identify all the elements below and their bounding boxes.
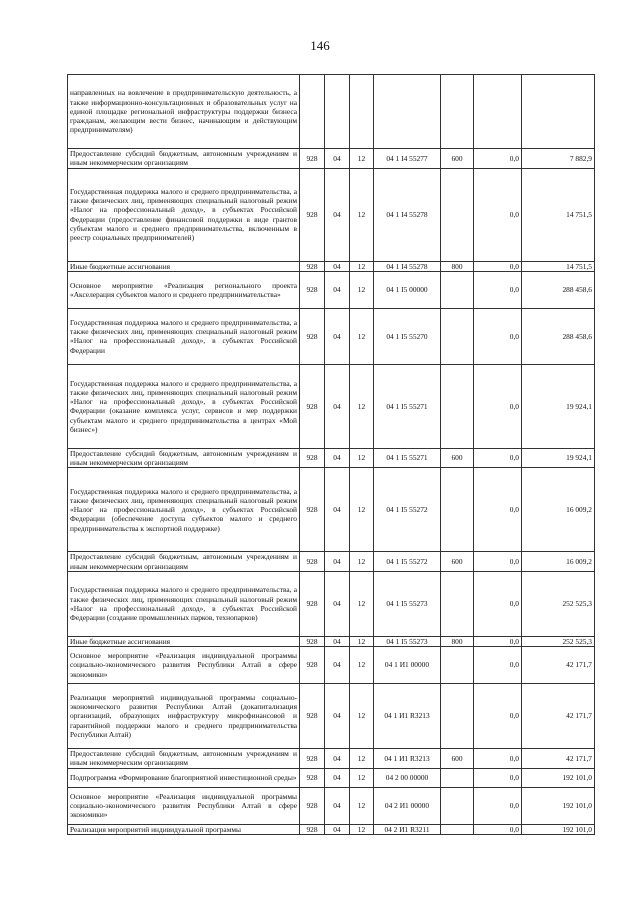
cell-amount-2: 192 101,0 <box>522 787 595 824</box>
cell-amount-1: 0,0 <box>474 647 522 684</box>
row-description: Государственная поддержка малого и среднего предпринимательства, а также физических лиц, применяющих специальный налоговый режим «Налог на профессиональный доход», в субъектах Российской Федерации (обеспечение доступа субъектов малого и среднего предпринимательства к экспортной поддержке) <box>68 468 300 552</box>
cell-expense-type <box>441 787 474 824</box>
cell-subsection: 12 <box>350 636 374 646</box>
cell-section: 04 <box>325 571 350 636</box>
table-row <box>68 552 595 572</box>
cell-subsection: 12 <box>350 448 374 468</box>
cell-subsection: 12 <box>350 749 374 769</box>
row-description: направленных на вовлечение в предпринимательскую деятельность, а также информационно-консультационных и образовательных услуг на единой площадке региональной инфраструктуры поддержки бизнеса гражданам, желающим вести бизнес, начинающим и действующим предпринимателям) <box>68 75 300 149</box>
row-description: Государственная поддержка малого и среднего предпринимательства, а также физических лиц, применяющих специальный налоговый режим «Налог на профессиональный доход», в субъектах Российской Федерации (оказание комплекса услуг, сервисов и мер поддержки субъектам малого и среднего предпринимательства в центрах «Мой бизнес») <box>68 364 300 448</box>
cell-amount-1 <box>474 75 522 149</box>
table-row <box>68 636 595 646</box>
cell-subsection: 12 <box>350 168 374 261</box>
cell-grbs: 928 <box>300 168 325 261</box>
cell-grbs: 928 <box>300 647 325 684</box>
table-row <box>68 75 595 149</box>
cell-grbs: 928 <box>300 149 325 169</box>
row-description: Предоставление субсидий бюджетным, автономным учреждениям и иным некоммерческим организациям <box>68 448 300 468</box>
cell-amount-1: 0,0 <box>474 552 522 572</box>
table-row <box>68 168 595 261</box>
cell-section: 04 <box>325 552 350 572</box>
cell-grbs: 928 <box>300 787 325 824</box>
cell-section: 04 <box>325 271 350 308</box>
cell-expense-type: 600 <box>441 552 474 572</box>
row-description: Предоставление субсидий бюджетным, автономным учреждениям и иным некоммерческим организациям <box>68 749 300 769</box>
cell-subsection: 12 <box>350 647 374 684</box>
row-description: Реализация мероприятий индивидуальной программы <box>68 824 300 834</box>
cell-grbs: 928 <box>300 271 325 308</box>
page-number: 146 <box>310 38 330 53</box>
cell-amount-2: 288 458,6 <box>522 308 595 364</box>
cell-target-article: 04 1 I5 55271 <box>374 364 441 448</box>
cell-subsection: 12 <box>350 308 374 364</box>
table-row <box>68 571 595 636</box>
row-description: Иные бюджетные ассигнования <box>68 261 300 271</box>
cell-amount-1: 0,0 <box>474 636 522 646</box>
cell-section: 04 <box>325 636 350 646</box>
cell-amount-2: 16 009,2 <box>522 468 595 552</box>
cell-amount-1: 0,0 <box>474 149 522 169</box>
cell-amount-1: 0,0 <box>474 768 522 787</box>
cell-expense-type: 800 <box>441 636 474 646</box>
row-description: Предоставление субсидий бюджетным, автономным учреждениям и иным некоммерческим организациям <box>68 149 300 169</box>
cell-grbs: 928 <box>300 768 325 787</box>
table-row <box>68 647 595 684</box>
cell-section: 04 <box>325 448 350 468</box>
cell-expense-type <box>441 768 474 787</box>
cell-amount-1: 0,0 <box>474 571 522 636</box>
cell-section: 04 <box>325 149 350 169</box>
table-row <box>68 448 595 468</box>
cell-expense-type: 600 <box>441 448 474 468</box>
cell-target-article: 04 1 И1 R3213 <box>374 749 441 769</box>
cell-section: 04 <box>325 168 350 261</box>
cell-target-article: 04 1 И1 00000 <box>374 647 441 684</box>
cell-section: 04 <box>325 364 350 448</box>
cell-grbs: 928 <box>300 261 325 271</box>
table-row <box>68 824 595 834</box>
row-description: Основное мероприятие «Реализация регионального проекта «Акселерация субъектов малого и среднего предпринимательства» <box>68 271 300 308</box>
table-row <box>68 768 595 787</box>
cell-subsection: 12 <box>350 149 374 169</box>
cell-amount-2: 14 751,5 <box>522 168 595 261</box>
table-row <box>68 271 595 308</box>
table-row <box>68 749 595 769</box>
row-description: Реализация мероприятий индивидуальной программы социально-экономического развития Республики Алтай (докапитализация организаций, образующих инфраструктуру микрофинансовой и гарантийной поддержки малого и среднего предпринимательства Республики Алтай) <box>68 684 300 749</box>
cell-section: 04 <box>325 308 350 364</box>
cell-amount-2: 192 101,0 <box>522 768 595 787</box>
cell-target-article: 04 1 I4 55278 <box>374 261 441 271</box>
cell-expense-type <box>441 684 474 749</box>
cell-subsection: 12 <box>350 787 374 824</box>
cell-amount-2: 19 924,1 <box>522 448 595 468</box>
cell-section: 04 <box>325 647 350 684</box>
cell-amount-2 <box>522 75 595 149</box>
cell-amount-2: 19 924,1 <box>522 364 595 448</box>
budget-table <box>67 74 595 835</box>
table-row <box>68 261 595 271</box>
cell-grbs: 928 <box>300 552 325 572</box>
cell-subsection: 12 <box>350 571 374 636</box>
table-row <box>68 364 595 448</box>
cell-amount-2: 16 009,2 <box>522 552 595 572</box>
cell-amount-2: 42 171,7 <box>522 749 595 769</box>
cell-grbs: 928 <box>300 571 325 636</box>
cell-target-article: 04 1 I4 55277 <box>374 149 441 169</box>
cell-amount-2: 192 101,0 <box>522 824 595 834</box>
row-description: Государственная поддержка малого и среднего предпринимательства, а также физических лиц, применяющих специальный налоговый режим «Налог на профессиональный доход», в субъектах Российской Федерации (создание промышленных парков, технопарков) <box>68 571 300 636</box>
cell-subsection: 12 <box>350 364 374 448</box>
cell-grbs: 928 <box>300 448 325 468</box>
cell-target-article: 04 2 И1 00000 <box>374 787 441 824</box>
cell-amount-2: 7 882,9 <box>522 149 595 169</box>
table-row <box>68 149 595 169</box>
cell-target-article: 04 1 I4 55278 <box>374 168 441 261</box>
cell-expense-type <box>441 168 474 261</box>
cell-target-article: 04 1 I5 55270 <box>374 308 441 364</box>
row-description: Основное мероприятие «Реализация индивидуальной программы социально-экономического развития Республики Алтай в сфере экономики» <box>68 647 300 684</box>
cell-subsection: 12 <box>350 271 374 308</box>
cell-grbs: 928 <box>300 364 325 448</box>
cell-grbs: 928 <box>300 468 325 552</box>
cell-target-article: 04 2 00 00000 <box>374 768 441 787</box>
cell-amount-1: 0,0 <box>474 168 522 261</box>
table-row <box>68 787 595 824</box>
cell-amount-1: 0,0 <box>474 448 522 468</box>
cell-amount-1: 0,0 <box>474 684 522 749</box>
cell-section: 04 <box>325 261 350 271</box>
cell-amount-2: 252 525,3 <box>522 571 595 636</box>
cell-grbs: 928 <box>300 636 325 646</box>
cell-section: 04 <box>325 787 350 824</box>
cell-expense-type <box>441 75 474 149</box>
cell-target-article: 04 1 I5 55273 <box>374 571 441 636</box>
cell-amount-1: 0,0 <box>474 308 522 364</box>
cell-expense-type: 600 <box>441 149 474 169</box>
cell-amount-2: 42 171,7 <box>522 684 595 749</box>
cell-amount-2: 252 525,3 <box>522 636 595 646</box>
cell-amount-1: 0,0 <box>474 824 522 834</box>
cell-subsection: 12 <box>350 468 374 552</box>
table-row <box>68 468 595 552</box>
cell-expense-type <box>441 364 474 448</box>
cell-amount-1: 0,0 <box>474 271 522 308</box>
cell-amount-2: 42 171,7 <box>522 647 595 684</box>
cell-section: 04 <box>325 824 350 834</box>
cell-subsection: 12 <box>350 261 374 271</box>
cell-amount-1: 0,0 <box>474 787 522 824</box>
cell-expense-type <box>441 308 474 364</box>
cell-amount-1: 0,0 <box>474 364 522 448</box>
cell-section: 04 <box>325 749 350 769</box>
cell-expense-type <box>441 271 474 308</box>
cell-target-article: 04 1 I5 00000 <box>374 271 441 308</box>
table-row <box>68 684 595 749</box>
cell-grbs: 928 <box>300 824 325 834</box>
cell-amount-1: 0,0 <box>474 749 522 769</box>
cell-section: 04 <box>325 684 350 749</box>
cell-expense-type <box>441 468 474 552</box>
cell-grbs <box>300 75 325 149</box>
cell-grbs: 928 <box>300 684 325 749</box>
row-description: Государственная поддержка малого и среднего предпринимательства, а также физических лиц, применяющих специальный налоговый режим «Налог на профессиональный доход», в субъектах Российской Федерации <box>68 308 300 364</box>
cell-target-article: 04 1 И1 R3213 <box>374 684 441 749</box>
cell-target-article: 04 1 I5 55272 <box>374 468 441 552</box>
cell-target-article: 04 1 I5 55271 <box>374 448 441 468</box>
cell-subsection: 12 <box>350 824 374 834</box>
row-description: Иные бюджетные ассигнования <box>68 636 300 646</box>
row-description: Государственная поддержка малого и среднего предпринимательства, а также физических лиц, применяющих специальный налоговый режим «Налог на профессиональный доход», в субъектах Российской Федерации (предоставление финансовой поддержки в виде грантов субъектам малого и среднего предпринимательства, включенным в реестр социальных предпринимателей) <box>68 168 300 261</box>
cell-section <box>325 75 350 149</box>
cell-section: 04 <box>325 768 350 787</box>
table-row <box>68 308 595 364</box>
cell-amount-2: 14 751,5 <box>522 261 595 271</box>
budget-table-body <box>68 75 595 835</box>
cell-expense-type <box>441 571 474 636</box>
row-description: Предоставление субсидий бюджетным, автономным учреждениям и иным некоммерческим организациям <box>68 552 300 572</box>
cell-grbs: 928 <box>300 749 325 769</box>
cell-target-article: 04 2 И1 R3211 <box>374 824 441 834</box>
cell-subsection <box>350 75 374 149</box>
cell-target-article <box>374 75 441 149</box>
cell-amount-1: 0,0 <box>474 468 522 552</box>
cell-expense-type: 800 <box>441 261 474 271</box>
cell-subsection: 12 <box>350 684 374 749</box>
cell-expense-type <box>441 824 474 834</box>
cell-expense-type: 600 <box>441 749 474 769</box>
cell-target-article: 04 1 I5 55272 <box>374 552 441 572</box>
cell-grbs: 928 <box>300 308 325 364</box>
cell-target-article: 04 1 I5 55273 <box>374 636 441 646</box>
row-description: Основное мероприятие «Реализация индивидуальной программы социально-экономического развития Республики Алтай в сфере экономики» <box>68 787 300 824</box>
cell-section: 04 <box>325 468 350 552</box>
cell-amount-1: 0,0 <box>474 261 522 271</box>
cell-expense-type <box>441 647 474 684</box>
cell-amount-2: 288 458,6 <box>522 271 595 308</box>
cell-subsection: 12 <box>350 768 374 787</box>
cell-subsection: 12 <box>350 552 374 572</box>
row-description: Подпрограмма «Формирование благоприятной инвестиционной среды» <box>68 768 300 787</box>
